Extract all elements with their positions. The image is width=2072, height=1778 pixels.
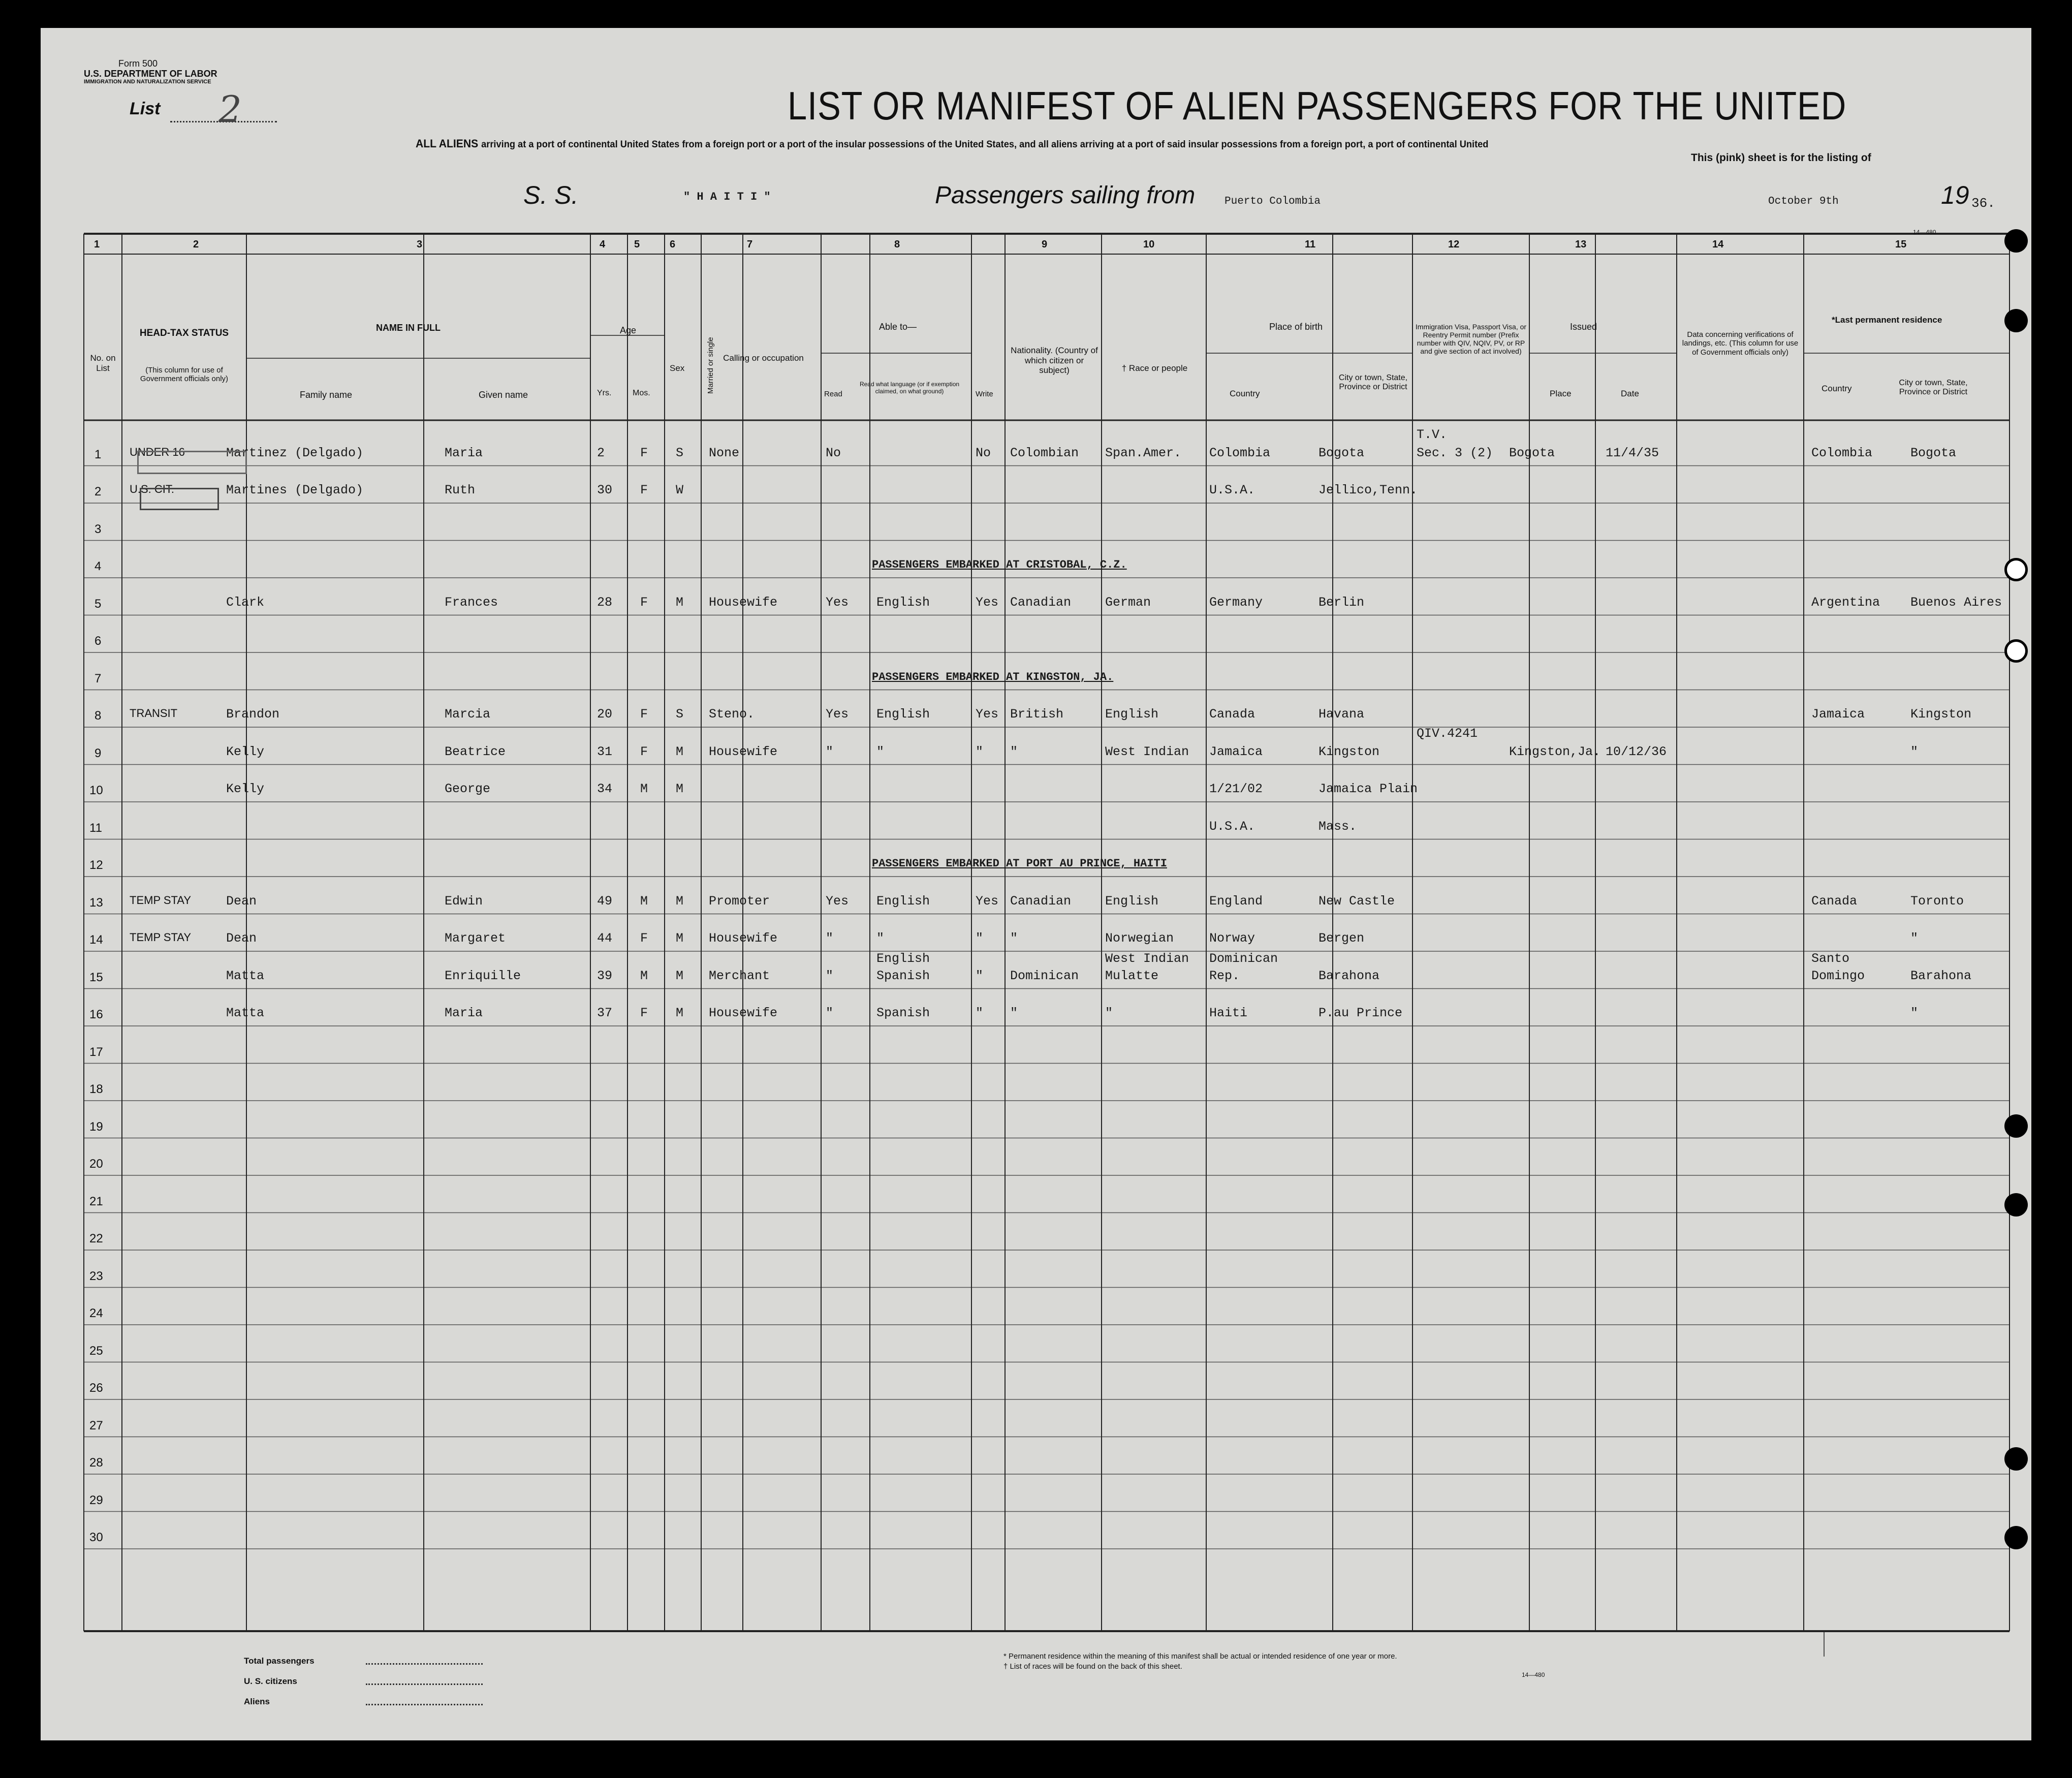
line-number: 15 [89,970,103,984]
col-age-mos: Mos. [633,389,650,397]
passenger-place: Kingston,Ja. [1509,744,1601,759]
total-passengers-label: Total passengers [244,1656,315,1666]
passenger-rescity: " [1910,744,1919,759]
passenger-yrs: 39 [597,968,613,983]
passenger-ms: S [676,445,684,460]
passenger-race: Span.Amer. [1105,445,1182,460]
passenger-given: Beatrice [445,744,506,759]
departure-date: October 9th [1768,196,1839,207]
passenger-occ: Housewife [709,595,778,610]
passenger-given: Maria [445,445,483,460]
passenger-sex: F [640,744,648,759]
department-name: U.S. DEPARTMENT OF LABOR [84,69,217,79]
col-birth-title: Place of birth [1269,322,1323,332]
col-age-title: Age [620,325,637,335]
line-number: 3 [95,522,102,536]
line-number: 13 [89,895,103,910]
passenger-yrs: 2 [597,445,605,460]
passenger-nat: British [1010,707,1064,722]
line-number: 17 [89,1045,103,1059]
column-number-14: 14 [1712,239,1724,250]
passenger-write: " [976,1006,984,1020]
passenger-family: Brandon [226,707,280,722]
line-number: 2 [95,485,102,498]
passenger-place: Bogota [1509,445,1555,460]
passenger-ms: M [676,968,684,983]
column-number-15: 15 [1895,239,1907,250]
passenger-yrs: 31 [597,744,613,759]
col-given-name: Given name [479,390,528,400]
line-number: 30 [89,1531,103,1544]
col-issued-date: Date [1621,389,1639,398]
passenger-country: Rep. [1209,968,1240,983]
passenger-write: " [976,744,984,759]
passenger-family: Kelly [226,744,265,759]
binder-hole [2004,229,2028,253]
passenger-occ: Housewife [709,931,778,946]
aliens-dotted-line [366,1704,483,1705]
total-dotted-line [366,1663,483,1665]
passenger-status: UNDER 16 [130,445,185,458]
column-number-2: 2 [193,239,199,250]
column-number-7: 7 [747,239,753,250]
passenger-rescity: Kingston [1910,707,1972,722]
passenger-rescountry-line1: Santo [1811,951,1850,966]
passenger-rescity: Buenos Aires [1910,595,2002,610]
passenger-rescity: " [1910,1006,1919,1020]
passenger-city: Havana [1318,707,1365,722]
col-issued-place: Place [1550,389,1572,398]
line-number: 5 [95,597,102,611]
column-number-1: 1 [94,239,100,250]
passenger-lang: English [876,707,930,722]
passenger-family: Martines (Delgado) [226,483,364,497]
passenger-sex: F [640,595,648,610]
passenger-country: Haiti [1209,1006,1248,1020]
line-number: 14 [89,933,103,947]
col-age-yrs: Yrs. [597,389,612,397]
binder-hole-reinforced [2004,639,2028,663]
passenger-read: Yes [826,707,849,722]
line-number: 29 [89,1493,103,1507]
passenger-race: " [1105,1006,1113,1020]
under-16-stamp [137,451,247,474]
section-header: PASSENGERS EMBARKED AT CRISTOBAL, C.Z. [872,558,1127,571]
passenger-yrs: 20 [597,707,613,722]
col-residence-city: City or town, State, Province or District [1899,379,1968,397]
passenger-rescity: " [1910,931,1919,946]
passenger-ms: W [676,483,684,497]
passenger-read: No [826,445,841,460]
footnote-residence: * Permanent residence within the meaning of this manifest shall be actual or intended residence of one year or more. [1003,1652,1397,1661]
column-number-5: 5 [634,239,640,250]
passenger-family: Dean [226,931,257,946]
col-family-name: Family name [300,390,353,400]
passenger-read: Yes [826,893,849,909]
passenger-occ: Merchant [709,968,770,983]
passenger-city: Berlin [1318,595,1365,610]
passenger-rescountry: Jamaica [1811,707,1865,722]
passenger-rescity: Barahona [1910,968,1972,983]
passenger-visa: T.V. [1417,427,1448,442]
service-name: IMMIGRATION AND NATURALIZATION SERVICE [84,79,211,85]
passenger-given: Frances [445,595,498,610]
passenger-sex: M [640,893,648,909]
passenger-lang: Spanish [876,1006,930,1020]
passenger-ms: M [676,893,684,909]
passenger-read: " [826,744,834,759]
passenger-ms: M [676,744,684,759]
col-read: Read [824,390,842,398]
passenger-lang-line1: English [876,951,930,966]
col-residence-title: *Last permanent residence [1832,315,1942,325]
col-birth-country: Country [1230,389,1260,398]
line-number: 8 [95,709,102,723]
list-number: 2 [218,88,242,131]
passenger-nat: Canadian [1010,595,1072,610]
col-birth-city: City or town, State, Province or District [1338,373,1408,392]
col-verification: Data concerning verifications of landings, etc. (This column for use of Government officials only) [1682,330,1799,357]
form-number: Form 500 [118,58,158,69]
passenger-race: Mulatte [1105,968,1159,983]
passenger-sex: F [640,707,648,722]
passenger-nat: " [1010,1006,1018,1020]
footnote-races: † List of races will be found on the back of this sheet. [1003,1662,1182,1671]
passenger-yrs: 34 [597,782,613,796]
us-citizens-label: U. S. citizens [244,1676,297,1686]
passenger-sex: M [640,782,648,796]
header-form-code: 14—480 [1913,229,1936,236]
column-number-4: 4 [600,239,606,250]
passenger-race: Norwegian [1105,931,1174,946]
passenger-write: No [976,445,991,460]
passenger-nat: Canadian [1010,893,1072,909]
passenger-family: Dean [226,893,257,909]
passenger-idate: 11/4/35 [1606,445,1659,460]
passenger-family: Kelly [226,782,265,796]
column-number-11: 11 [1305,239,1316,250]
col-issued-title: Issued [1570,322,1597,332]
passenger-ms: M [676,782,684,796]
passenger-given: George [445,782,491,796]
passenger-rescity: Bogota [1910,445,1957,460]
line-number: 28 [89,1456,103,1470]
passenger-lang: Spanish [876,968,930,983]
ss-label: S. S. [523,181,579,209]
section-header: PASSENGERS EMBARKED AT KINGSTON, JA. [872,670,1114,683]
line-number: 19 [89,1119,103,1134]
passenger-family: Martinez (Delgado) [226,445,364,460]
passenger-lang: " [876,931,885,946]
col-head-tax-title: HEAD-TAX STATUS [139,328,229,338]
passenger-country: Germany [1209,595,1263,610]
intro-line-1 [416,137,1488,150]
passenger-race-line1: West Indian [1105,951,1189,966]
passenger-sex: F [640,483,648,497]
line-number: 25 [89,1344,103,1358]
line-number: 21 [89,1194,103,1208]
passenger-write: " [976,931,984,946]
passenger-sex: F [640,445,648,460]
intro-all-aliens: ALL ALIENS [416,137,479,150]
column-number-6: 6 [670,239,676,250]
column-number-8: 8 [894,239,900,250]
passenger-given: Enriquille [445,968,521,983]
passenger-status: TRANSIT [130,707,178,720]
passenger-write: Yes [976,595,999,610]
column-number-12: 12 [1448,239,1460,250]
passenger-read: " [826,968,834,983]
column-number-9: 9 [1042,239,1048,250]
passenger-rescountry: Canada [1811,893,1858,909]
footer-form-code: 14—480 [1522,1671,1545,1678]
passenger-ms: M [676,1006,684,1020]
passenger-city: Jellico,Tenn. [1318,483,1418,497]
passenger-city: Jamaica Plain [1318,782,1418,796]
passenger-country: Canada [1209,707,1255,722]
passenger-occ: Promoter [709,893,770,909]
passenger-lang: English [876,595,930,610]
year-suffix: 36. [1971,196,1995,211]
citizens-dotted-line [366,1683,483,1685]
passenger-visa2: Sec. 3 (2) [1417,445,1493,460]
passenger-given: Maria [445,1006,483,1020]
passenger-nat: Dominican [1010,968,1079,983]
passenger-race: English [1105,707,1159,722]
col-write: Write [976,390,993,398]
passenger-race: German [1105,595,1151,610]
col-name-title: NAME IN FULL [376,323,441,333]
passenger-lang: English [876,893,930,909]
passenger-country: U.S.A. [1209,819,1255,834]
passenger-given: Ruth [445,483,476,497]
passenger-given: Edwin [445,893,483,909]
passenger-yrs: 28 [597,595,613,610]
passenger-rescountry: Domingo [1811,968,1865,983]
binder-hole [2004,1447,2028,1471]
passenger-family: Matta [226,1006,265,1020]
passenger-country: Jamaica [1209,744,1263,759]
passenger-country: Norway [1209,931,1255,946]
passenger-occ: Housewife [709,1006,778,1020]
passenger-yrs: 49 [597,893,613,909]
departure-port: Puerto Colombia [1225,196,1321,207]
passenger-city: Bergen [1318,931,1365,946]
line-number: 10 [89,784,103,797]
manifest-sheet [41,28,2031,1740]
passenger-rescity: Toronto [1910,893,1964,909]
line-number: 16 [89,1008,103,1021]
passenger-ms: S [676,707,684,722]
line-number: 7 [95,671,102,685]
passenger-occ: None [709,445,740,460]
passenger-nat: " [1010,931,1018,946]
section-header: PASSENGERS EMBARKED AT PORT AU PRINCE, HAITI [872,857,1167,870]
passenger-yrs: 30 [597,483,613,497]
passenger-yrs: 37 [597,1006,613,1020]
list-label: List [130,99,161,118]
intro-text: arriving at a port of continental United States from a foreign port or a port of the insular possessions of the United States, and all aliens arriving at a port of said insular possessions from a foreign port, a port of continental United [481,139,1489,150]
passenger-status: U.S. CIT. [130,483,175,495]
column-number-10: 10 [1143,239,1155,250]
col-residence-country: Country [1822,384,1852,393]
line-number: 12 [89,858,103,872]
line-number: 6 [95,634,102,648]
passenger-given: Marcia [445,707,491,722]
col-occupation: Calling or occupation [723,353,804,363]
form-grid [41,28,2031,1740]
manifest-title: LIST OR MANIFEST OF ALIEN PASSENGERS FOR THE UNITED [788,83,1847,128]
passenger-nat: " [1010,744,1018,759]
line-number: 27 [89,1418,103,1432]
column-number-3: 3 [417,239,423,250]
passenger-city: Kingston [1318,744,1380,759]
passenger-status: TEMP STAY [130,893,192,907]
line-number: 26 [89,1381,103,1395]
passenger-visa: QIV.4241 [1417,726,1478,741]
passenger-country: U.S.A. [1209,483,1255,497]
passenger-write: " [976,968,984,983]
line-number: 18 [89,1082,103,1096]
passenger-read: " [826,931,834,946]
passenger-rescountry: Argentina [1811,595,1880,610]
line-number: 9 [95,746,102,760]
binder-hole [2004,1114,2028,1138]
line-number: 4 [95,559,102,573]
year-prefix: 19 [1941,181,1969,209]
passenger-idate: 10/12/36 [1606,744,1667,759]
aliens-label: Aliens [244,1697,270,1706]
ship-name: " H A I T I " [683,191,771,203]
passenger-family: Matta [226,968,265,983]
col-read-language: Read what language (or if exemption claimed, on what ground) [859,381,960,395]
passenger-country: England [1209,893,1263,909]
passenger-occ: Steno. [709,707,755,722]
passenger-rescountry: Colombia [1811,445,1873,460]
passenger-city: Mass. [1318,819,1357,834]
passenger-write: Yes [976,707,999,722]
col-no-on-list: No. on List [90,353,116,373]
passenger-occ: Housewife [709,744,778,759]
binder-hole-reinforced [2004,558,2028,581]
binder-hole [2004,309,2028,332]
passenger-city: Barahona [1318,968,1380,983]
passenger-read: " [826,1006,834,1020]
passenger-given: Margaret [445,931,506,946]
binder-hole [2004,1193,2028,1216]
col-able-to: Able to— [879,322,917,332]
line-number: 22 [89,1232,103,1245]
passenger-race: English [1105,893,1159,909]
passenger-ms: M [676,931,684,946]
passenger-city: Bogota [1318,445,1365,460]
intro-line-2: This (pink) sheet is for the listing of [1691,152,1871,164]
passenger-country: 1/21/02 [1209,782,1263,796]
passenger-city: New Castle [1318,893,1395,909]
passenger-sex: F [640,1006,648,1020]
passenger-status: TEMP STAY [130,931,192,944]
col-head-tax-note: (This column for use of Government officials only) [140,366,229,384]
col-sex: Sex [670,363,685,373]
passenger-yrs: 44 [597,931,613,946]
line-number: 1 [95,447,102,461]
col-nationality: Nationality. (Country of which citizen or subject) [1011,346,1098,376]
passenger-sex: M [640,968,648,983]
line-number: 24 [89,1306,103,1320]
col-visa: Immigration Visa, Passport Visa, or Reentry Permit number (Prefix number with QIV, NQIV, PV, or RP and give section of act involved) [1415,323,1527,356]
passenger-country: Colombia [1209,445,1271,460]
col-married-single: Married or single [706,337,715,394]
line-number: 23 [89,1269,103,1283]
col-race: † Race or people [1121,363,1188,373]
passenger-race: West Indian [1105,744,1189,759]
us-citizen-stamp [140,488,219,510]
passenger-sex: F [640,931,648,946]
passenger-family: Clark [226,595,265,610]
passenger-lang: " [876,744,885,759]
column-number-13: 13 [1575,239,1587,250]
passenger-write: Yes [976,893,999,909]
passenger-nat: Colombian [1010,445,1079,460]
line-number: 20 [89,1157,103,1171]
binder-hole [2004,1526,2028,1549]
line-number: 11 [89,821,102,835]
sailing-from-label: Passengers sailing from [935,182,1196,209]
passenger-country-line1: Dominican [1209,951,1278,966]
passenger-city: P.au Prince [1318,1006,1403,1020]
passenger-ms: M [676,595,684,610]
passenger-read: Yes [826,595,849,610]
